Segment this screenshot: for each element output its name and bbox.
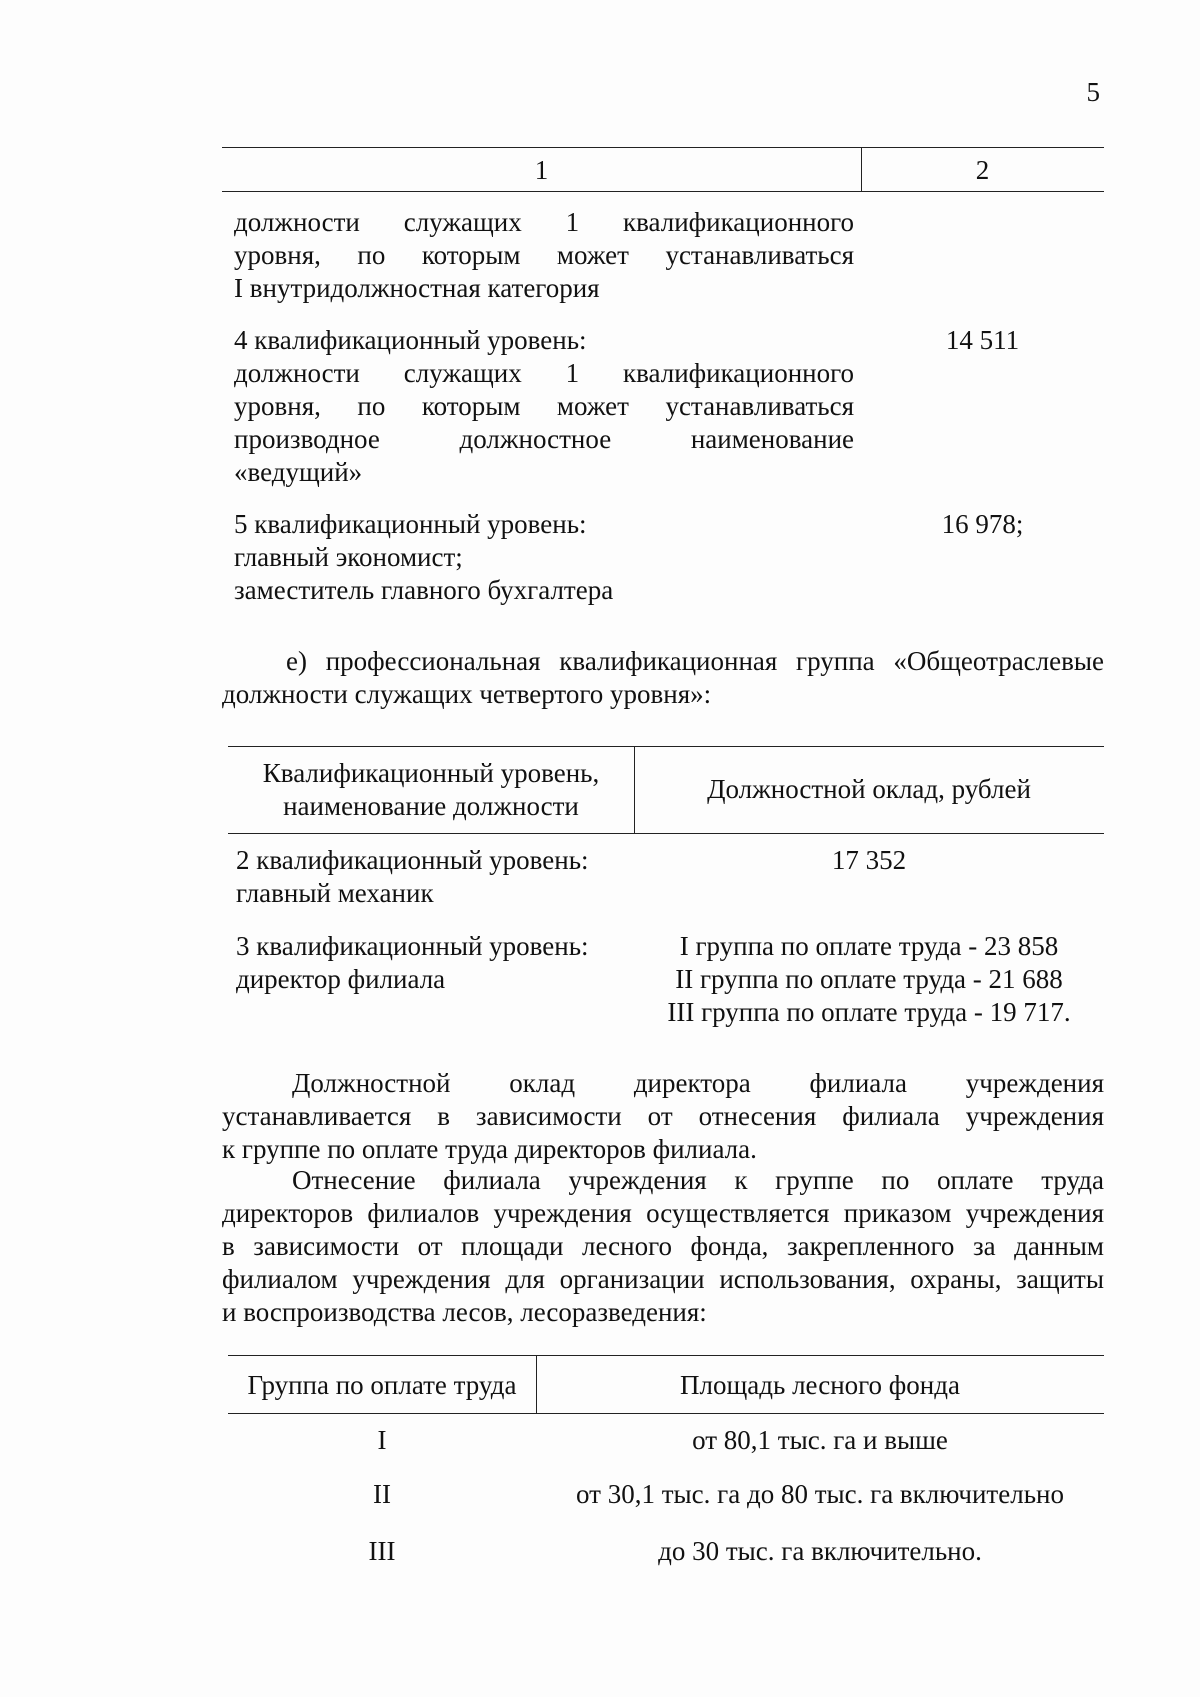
table3-header-col1: Группа по оплате труда — [247, 1370, 517, 1400]
table3-area-cell: от 80,1 тыс. га и выше — [692, 1425, 948, 1455]
paragraph-line: и воспроизводства лесов, лесоразведения: — [222, 1297, 707, 1327]
table3-area-cell: до 30 тыс. га включительно. — [658, 1536, 982, 1566]
table2-row — [236, 930, 626, 996]
table2-row — [236, 844, 626, 910]
page-number: 5 — [1086, 77, 1100, 107]
table2-header-col1 — [228, 757, 634, 823]
paragraph-line: Должностной оклад директора филиала учреждения — [292, 1068, 1104, 1098]
table1-header-rule — [222, 191, 1104, 192]
row-text-line: директор филиала — [236, 964, 446, 994]
row-text-line: 2 квалификационный уровень: — [236, 845, 589, 875]
row-text-line: заместитель главного бухгалтера — [234, 575, 614, 605]
table1-top-rule — [222, 147, 1104, 148]
paragraph-line: устанавливается в зависимости от отнесения филиала учреждения — [222, 1101, 1104, 1131]
row-text-line: 5 квалификационный уровень: — [234, 509, 587, 539]
table3-top-rule — [228, 1355, 1104, 1356]
paragraph-e — [222, 645, 1104, 711]
paragraph-line: е) профессиональная квалификационная группа «Общеотраслевые — [286, 646, 1104, 676]
table2-row-value: 17 352 — [831, 845, 907, 875]
row-text-line: должности служащих 1 квалификационного — [234, 358, 854, 388]
header-line: наименование должности — [283, 791, 579, 821]
table1-row — [234, 508, 854, 607]
row-text-line: уровня, по которым может устанавливаться — [234, 240, 854, 270]
row-text-line: I внутридолжностная категория — [234, 273, 600, 303]
paragraph-line: филиалом учреждения для организации использования, охраны, защиты — [222, 1264, 1104, 1294]
table1-header-col1: 1 — [534, 155, 549, 185]
table3-area-cell: от 30,1 тыс. га до 80 тыс. га включительно — [576, 1479, 1064, 1509]
row-text-line: «ведущий» — [234, 457, 363, 487]
table1-row — [234, 324, 854, 489]
paragraph-line: к группе по оплате труда директоров филиала. — [222, 1134, 757, 1164]
table2-header-rule — [228, 833, 1104, 834]
table3-group-cell: I — [377, 1425, 387, 1455]
row-text-line: главный механик — [236, 878, 434, 908]
table2-row-values — [634, 930, 1104, 1029]
table3-group-cell: II — [373, 1479, 391, 1509]
header-line: Квалификационный уровень, — [262, 758, 600, 788]
table3-group-cell: III — [368, 1536, 396, 1566]
row-text-line: должности служащих 1 квалификационного — [234, 207, 854, 237]
table2-top-rule — [228, 746, 1104, 747]
row-text-line: 4 квалификационный уровень: — [234, 325, 587, 355]
table1-row — [234, 206, 854, 305]
row-text-line: главный экономист; — [234, 542, 463, 572]
pay-group-value: III группа по оплате труда - 19 717. — [667, 997, 1071, 1027]
paragraph-assignment — [222, 1164, 1104, 1329]
paragraph-line: директоров филиалов учреждения осуществляется приказом учреждения — [222, 1198, 1104, 1228]
table1-row-value: 16 978; — [941, 509, 1024, 539]
table1-row-value: 14 511 — [945, 325, 1020, 355]
pay-group-value: II группа по оплате труда - 21 688 — [675, 964, 1063, 994]
table2-header-col2: Должностной оклад, рублей — [707, 774, 1031, 804]
paragraph-line: Отнесение филиала учреждения к группе по оплате труда — [292, 1165, 1104, 1195]
row-text-line: 3 квалификационный уровень: — [236, 931, 589, 961]
pay-group-value: I группа по оплате труда - 23 858 — [679, 931, 1059, 961]
paragraph-director-salary — [222, 1067, 1104, 1166]
table3-header-rule — [228, 1413, 1104, 1414]
table1-header-col2: 2 — [975, 155, 990, 185]
row-text-line: уровня, по которым может устанавливаться — [234, 391, 854, 421]
table3-header-col2: Площадь лесного фонда — [680, 1370, 960, 1400]
paragraph-line: в зависимости от площади лесного фонда, закрепленного за данным — [222, 1231, 1104, 1261]
paragraph-line: должности служащих четвертого уровня»: — [222, 679, 712, 709]
row-text-line: производное должностное наименование — [234, 424, 854, 454]
